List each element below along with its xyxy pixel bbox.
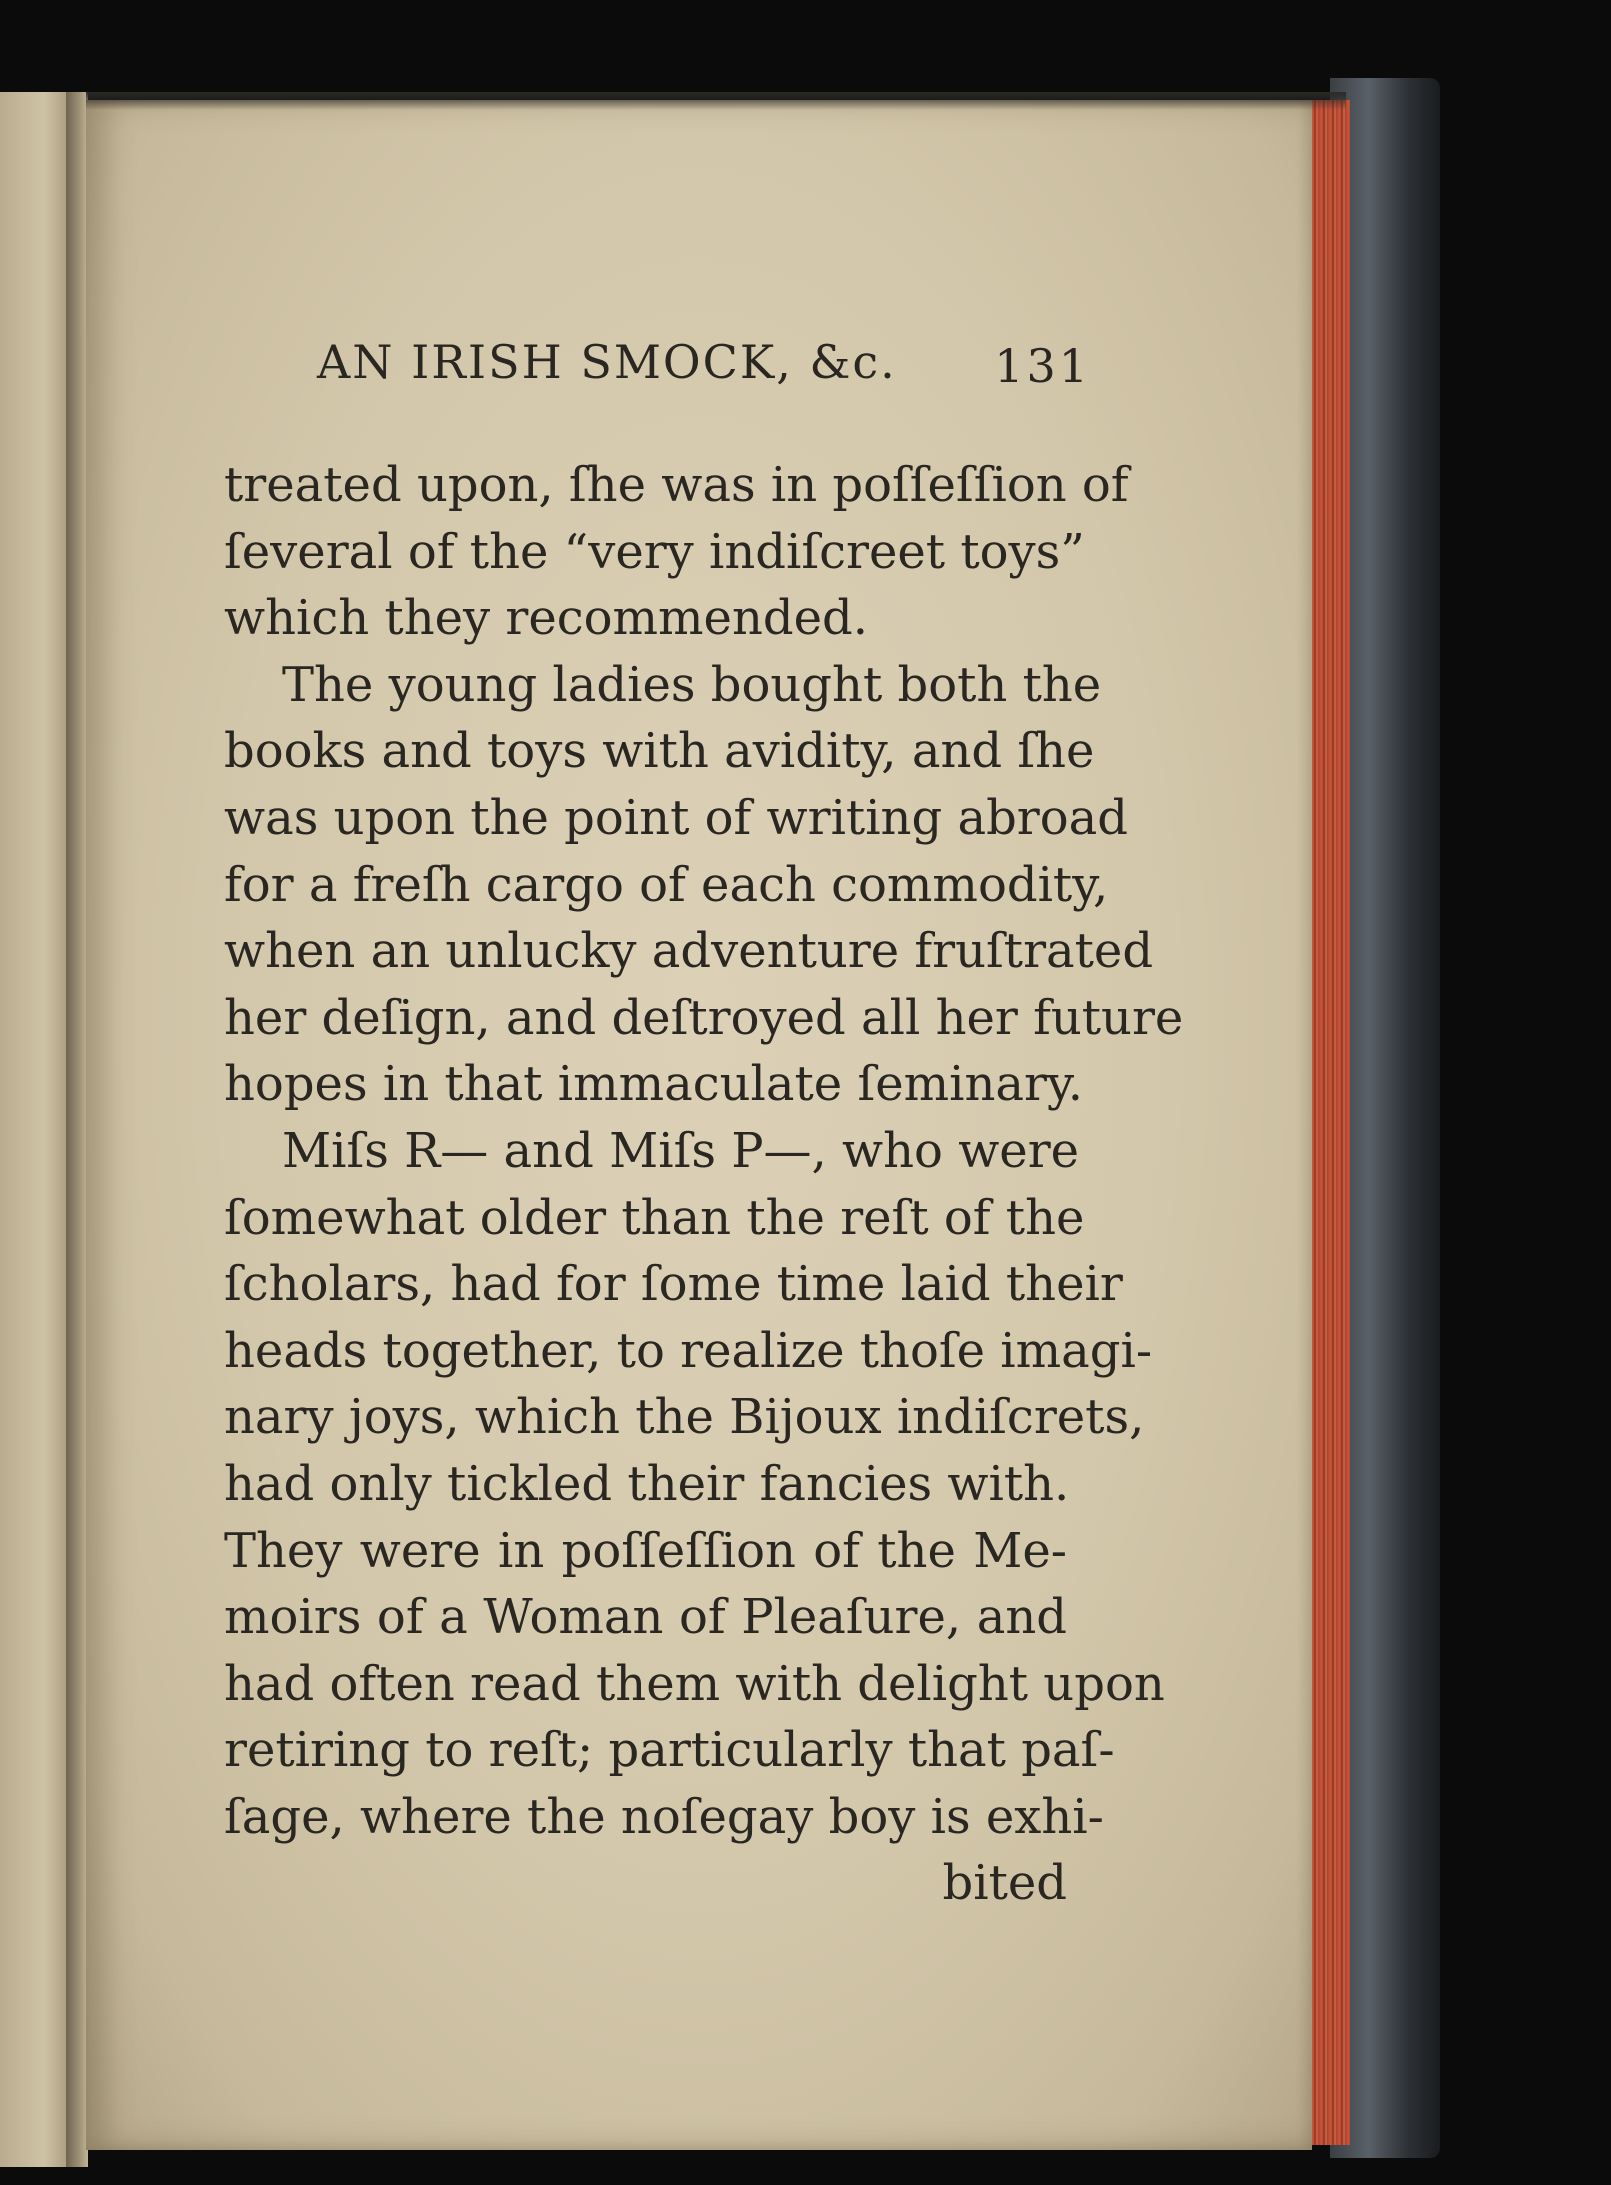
text-line: had only tickled their fancies with.: [224, 1455, 1070, 1512]
text-line: her deſign, and deſtroyed all her future: [224, 989, 1184, 1046]
running-head: [317, 335, 1091, 405]
text-line: moirs of a Woman of Pleaſure, and: [224, 1589, 1067, 1646]
text-line: Miſs R— and Miſs P—, who were: [282, 1122, 1080, 1179]
book-gutter: [66, 92, 88, 2167]
running-head-title: AN IRISH SMOCK, &c.: [317, 335, 897, 389]
text-line: had often read them with delight upon: [224, 1655, 1165, 1712]
text-line: ſcholars, had for ſome time laid their: [224, 1256, 1123, 1313]
text-line: retiring to reſt; particularly that paſ-: [224, 1722, 1115, 1779]
text-line: which they recommended.: [224, 590, 868, 647]
text-line: bited: [942, 1855, 1067, 1912]
text-line: They were in poſſeſſion of the Me-: [224, 1522, 1067, 1579]
text-line: The young ladies bought both the: [282, 656, 1102, 713]
text-line: heads together, to realize thoſe imagi-: [224, 1322, 1153, 1379]
text-line: treated upon, ſhe was in poſſeſſion of: [224, 457, 1129, 513]
text-line: for a freſh cargo of each commodity,: [224, 856, 1109, 913]
text-line: ſage, where the noſegay boy is exhi-: [224, 1788, 1104, 1845]
red-page-edges: [1310, 100, 1350, 2145]
text-line: nary joys, which the Bijoux indiſcrets,: [224, 1389, 1145, 1446]
text-line: ſomewhat older than the reſt of the: [224, 1189, 1085, 1246]
page-number: 131: [994, 339, 1091, 393]
text-line: when an unlucky adventure fruſtrated: [224, 923, 1154, 980]
text-line: books and toys with avidity, and ſhe: [224, 723, 1095, 780]
text-line: hopes in that immaculate ſeminary.: [224, 1056, 1083, 1113]
body-text: [224, 452, 1184, 1917]
page-top-shadow: [86, 92, 1346, 110]
text-line: was upon the point of writing abroad: [224, 789, 1128, 846]
text-line: ſeveral of the “very indiſcreet toys”: [224, 523, 1085, 580]
